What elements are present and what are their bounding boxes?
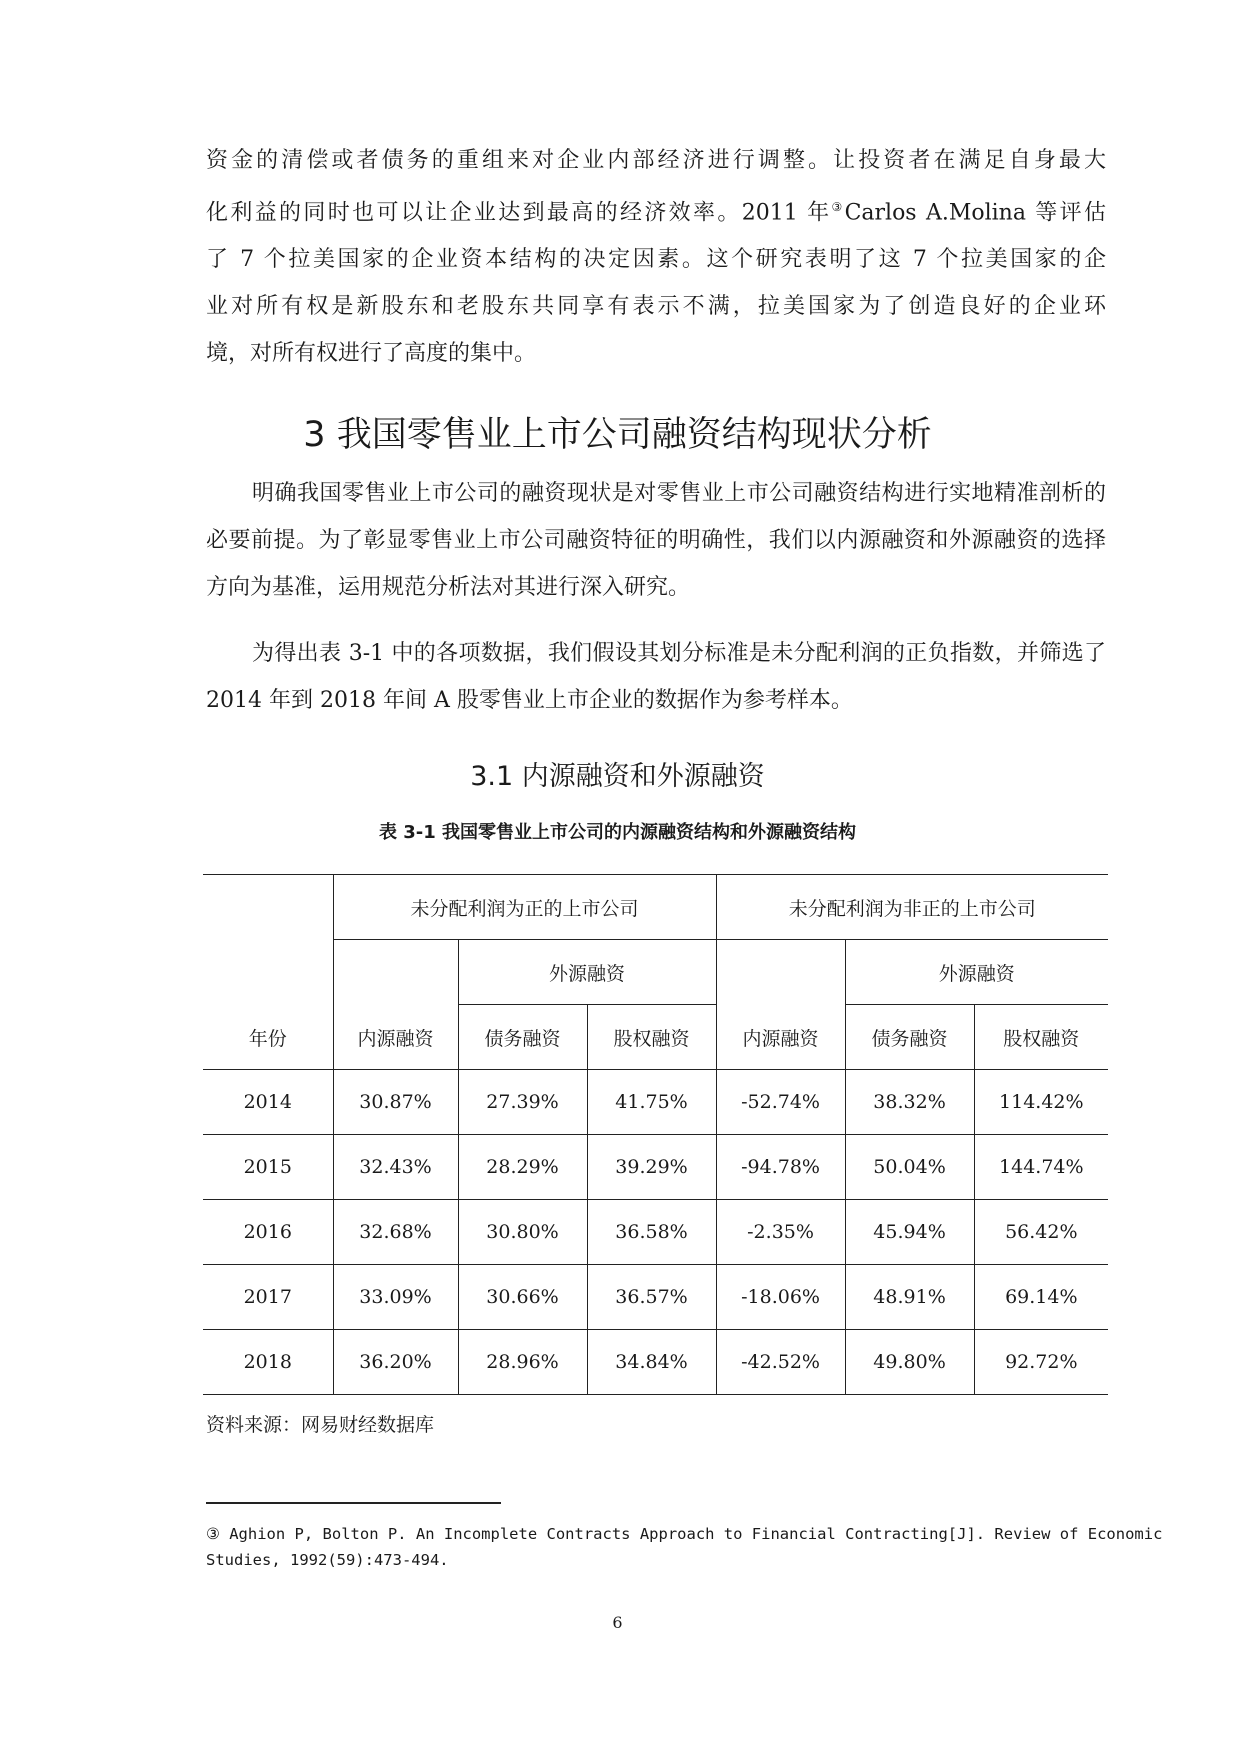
- table-cell: 144.74%: [974, 1135, 1108, 1200]
- table-row: [203, 1135, 1108, 1200]
- table-cell: 2018: [203, 1330, 333, 1395]
- intro-line-2: [206, 184, 1106, 236]
- table-cell: -18.06%: [716, 1265, 845, 1330]
- body-paragraph-2-text: 为得出表 3-1 中的各项数据，我们假设其划分标准是未分配利润的正负指数，并筛选了 2014 年到 2018 年间 A 股零售业上市企业的数据作为参考样本。: [206, 641, 1106, 713]
- header-equity-nonpositive: 股权融资: [974, 1005, 1108, 1070]
- table-cell: 39.29%: [587, 1135, 716, 1200]
- table-cell: 32.43%: [333, 1135, 458, 1200]
- table-cell: 30.80%: [458, 1200, 587, 1265]
- table-row: [203, 1200, 1108, 1265]
- table-row: [203, 1330, 1108, 1395]
- header-group-nonpositive: 未分配利润为非正的上市公司: [716, 875, 1108, 940]
- table-header-row-2: [203, 940, 1108, 1005]
- table-cell: 34.84%: [587, 1330, 716, 1395]
- table-cell: 92.72%: [974, 1330, 1108, 1395]
- header-year: 年份: [203, 875, 333, 1070]
- footnote-divider: [206, 1502, 501, 1504]
- table-cell: -94.78%: [716, 1135, 845, 1200]
- header-equity-positive: 股权融资: [587, 1005, 716, 1070]
- table-cell: 27.39%: [458, 1070, 587, 1135]
- header-external-positive: 外源融资: [458, 940, 716, 1005]
- table-cell: 49.80%: [845, 1330, 974, 1395]
- table-cell: -42.52%: [716, 1330, 845, 1395]
- intro-line-3: 了 7 个拉美国家的企业资本结构的决定因素。这个研究表明了这 7 个拉美国家的企: [206, 247, 1106, 273]
- table-cell: 56.42%: [974, 1200, 1108, 1265]
- table-cell: 36.58%: [587, 1200, 716, 1265]
- table-cell: 30.66%: [458, 1265, 587, 1330]
- intro-paragraph: [206, 137, 1106, 377]
- footnote-marker: ③: [831, 200, 845, 214]
- table-cell: 114.42%: [974, 1070, 1108, 1135]
- source-note: 资料来源：网易财经数据库: [206, 1414, 435, 1436]
- table-cell: 2017: [203, 1265, 333, 1330]
- table-cell: 30.87%: [333, 1070, 458, 1135]
- table-cell: 69.14%: [974, 1265, 1108, 1330]
- table-cell: 48.91%: [845, 1265, 974, 1330]
- table-row: [203, 1265, 1108, 1330]
- table-header-row-1: [203, 875, 1108, 940]
- table-cell: 50.04%: [845, 1135, 974, 1200]
- body-paragraph-1-text: 明确我国零售业上市公司的融资现状是对零售业上市公司融资结构进行实地精准剖析的必要前提。为了彰显零售业上市公司融资特征的明确性，我们以内源融资和外源融资的选择方向为基准，运用规范分析法对其进行深入研究。: [206, 481, 1106, 600]
- table-cell: 2015: [203, 1135, 333, 1200]
- body-paragraph-1: [206, 470, 1106, 611]
- body-paragraph-2: [206, 630, 1106, 724]
- table-cell: 28.29%: [458, 1135, 587, 1200]
- financing-structure-table: [203, 874, 1108, 1395]
- header-debt-positive: 债务融资: [458, 1005, 587, 1070]
- table-caption: 表 3-1 我国零售业上市公司的内源融资结构和外源融资结构: [378, 822, 857, 843]
- table-cell: 38.32%: [845, 1070, 974, 1135]
- header-external-nonpositive: 外源融资: [845, 940, 1108, 1005]
- table-cell: 41.75%: [587, 1070, 716, 1135]
- intro-line-5: 境，对所有权进行了高度的集中。: [206, 341, 537, 367]
- intro-line-2-rest: Carlos A.Molina 等评估: [844, 200, 1107, 226]
- header-debt-nonpositive: 债务融资: [845, 1005, 974, 1070]
- table-cell: 2016: [203, 1200, 333, 1265]
- table-cell: 2014: [203, 1070, 333, 1135]
- table-row: [203, 1070, 1108, 1135]
- table-cell: -52.74%: [716, 1070, 845, 1135]
- table-cell: 33.09%: [333, 1265, 458, 1330]
- header-internal-positive: 内源融资: [333, 940, 458, 1070]
- table-cell: -2.35%: [716, 1200, 845, 1265]
- page-number: 6: [612, 1613, 623, 1632]
- table-cell: 36.57%: [587, 1265, 716, 1330]
- table-cell: 36.20%: [333, 1330, 458, 1395]
- table-cell: 28.96%: [458, 1330, 587, 1395]
- table-cell: 45.94%: [845, 1200, 974, 1265]
- footnote: ③ Aghion P, Bolton P. An Incomplete Contracts Approach to Financial Contracting[J]. Review of Economic Studies, 1992(59):473-494.: [206, 1525, 1163, 1569]
- section-heading: 3 我国零售业上市公司融资结构现状分析: [303, 415, 932, 455]
- intro-line-4: 业对所有权是新股东和老股东共同享有表示不满，拉美国家为了创造良好的企业环: [206, 294, 1106, 320]
- table-cell: 32.68%: [333, 1200, 458, 1265]
- intro-line-1: 资金的清偿或者债务的重组来对企业内部经济进行调整。让投资者在满足自身最大: [206, 148, 1106, 173]
- header-internal-nonpositive: 内源融资: [716, 940, 845, 1070]
- header-group-positive: 未分配利润为正的上市公司: [333, 875, 716, 940]
- intro-line-2-text: 化利益的同时也可以让企业达到最高的经济效率。2011 年: [206, 200, 832, 226]
- subsection-heading: 3.1 内源融资和外源融资: [470, 761, 765, 792]
